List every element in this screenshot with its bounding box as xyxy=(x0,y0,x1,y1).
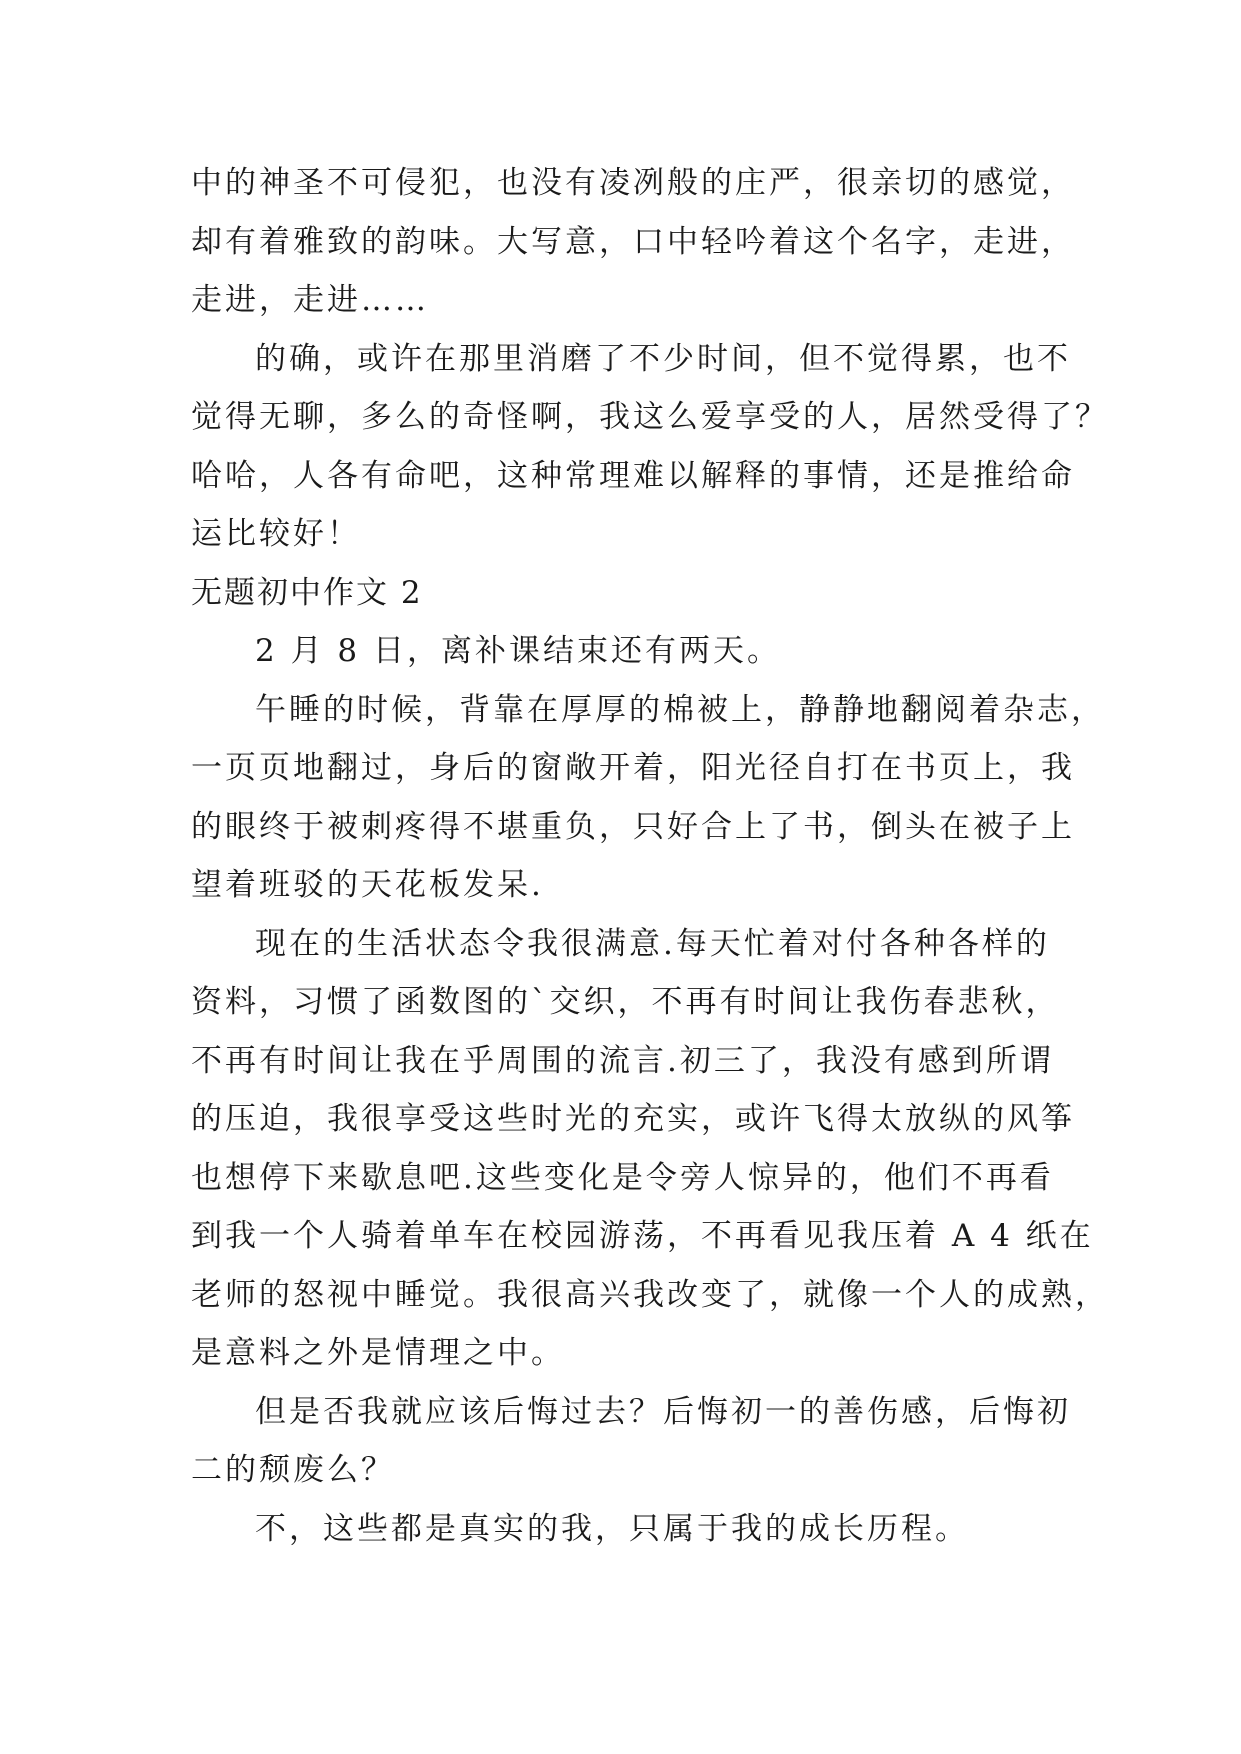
text-line: 望着班驳的天花板发呆. xyxy=(191,867,544,903)
text-line: 老师的怒视中睡觉。我很高兴我改变了，就像一个人的成熟， xyxy=(191,1276,1109,1313)
text-line: 的压迫，我很享受这些时光的充实，或许飞得太放纵的风筝 xyxy=(191,1101,1075,1137)
text-line: 的眼终于被刺疼得不堪重负，只好合上了书，倒头在被子上 xyxy=(191,808,1075,845)
text-line: 不再有时间让我在乎周围的流言.初三了，我没有感到所谓 xyxy=(191,1042,1054,1079)
text-line: 午睡的时候，背靠在厚厚的棉被上，静静地翻阅着杂志， xyxy=(255,691,1105,728)
text-line: 哈哈，人各有命吧，这种常理难以解释的事情，还是推给命 xyxy=(191,457,1075,494)
text-line: 走进，走进…… xyxy=(191,282,429,318)
text-line: 也想停下来歇息吧.这些变化是令旁人惊异的，他们不再看 xyxy=(191,1159,1054,1196)
text-line: 2 月 8 日，离补课结束还有两天。 xyxy=(255,633,782,669)
section-title: 无题初中作文 2 xyxy=(191,574,423,611)
text-line: 的确，或许在那里消磨了不少时间，但不觉得累，也不 xyxy=(255,340,1071,377)
text-line: 中的神圣不可侵犯，也没有凌冽般的庄严，很亲切的感觉， xyxy=(191,165,1075,201)
text-line: 却有着雅致的韵味。大写意，口中轻吟着这个名字，走进， xyxy=(191,223,1075,260)
text-line: 但是否我就应该后悔过去？后悔初一的善伤感，后悔初 xyxy=(255,1393,1071,1430)
document-body xyxy=(191,154,1109,1558)
text-line: 资料，习惯了函数图的`交织，不再有时间让我伤春悲秋， xyxy=(191,984,1060,1020)
text-line: 是意料之外是情理之中。 xyxy=(191,1335,565,1371)
text-line: 运比较好！ xyxy=(191,516,361,552)
text-line: 一页页地翻过，身后的窗敞开着，阳光径自打在书页上，我 xyxy=(191,750,1075,786)
text-line: 不，这些都是真实的我，只属于我的成长历程。 xyxy=(255,1510,969,1547)
text-line: 二的颓废么？ xyxy=(191,1452,395,1488)
text-line: 现在的生活状态令我很满意.每天忙着对付各种各样的 xyxy=(255,925,1050,962)
text-line: 到我一个人骑着单车在校园游荡，不再看见我压着 A 4 纸在 xyxy=(191,1218,1094,1254)
text-line: 觉得无聊，多么的奇怪啊，我这么爱享受的人，居然受得了？ xyxy=(191,399,1109,435)
